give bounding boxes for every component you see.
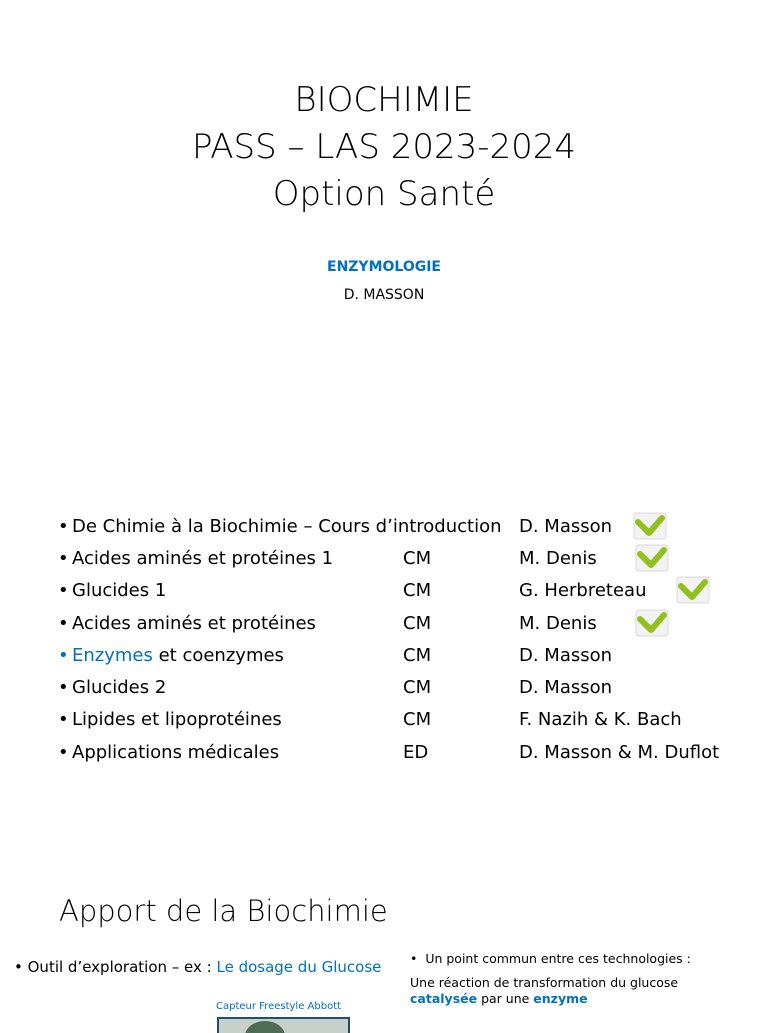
course-prof: M. Denis	[519, 613, 597, 634]
subject-label: ENZYMOLOGIE	[327, 259, 441, 275]
course-name: Lipides et lipoprotéines	[72, 709, 282, 730]
course-prof: D. Masson	[519, 645, 613, 666]
course-name: Glucides 1	[72, 580, 167, 601]
course-type: CM	[403, 677, 432, 698]
course-type: CM	[403, 548, 432, 569]
course-name: De Chimie à la Biochimie – Cours d’introduction	[72, 516, 502, 537]
bullet: •	[410, 951, 426, 966]
course-row	[58, 544, 758, 574]
enzyme-word: enzyme	[533, 991, 588, 1006]
course-row	[58, 609, 758, 639]
outil-bullet	[14, 958, 381, 976]
slide-title	[0, 77, 768, 218]
course-list-slide	[0, 470, 768, 810]
course-prof: D. Masson	[519, 516, 613, 537]
course-name	[72, 645, 284, 666]
course-type: CM	[403, 580, 432, 601]
point-text: Un point commun entre ces technologies :	[425, 951, 691, 966]
course-name-rest: et coenzymes	[152, 645, 284, 666]
course-row	[58, 512, 758, 542]
bullet: •	[58, 709, 69, 730]
course-name-highlight: Enzymes	[72, 645, 153, 666]
course-type: ED	[403, 742, 429, 763]
course-prof: D. Masson & M. Duflot	[519, 742, 720, 763]
course-prof: D. Masson	[519, 677, 613, 698]
course-name: Glucides 2	[72, 677, 167, 698]
course-type: CM	[403, 613, 432, 634]
title-slide	[0, 0, 768, 470]
reaction-line-1: Une réaction de transformation du glucose	[410, 975, 679, 990]
par-une: par une	[477, 991, 534, 1006]
bullet: •	[58, 516, 69, 537]
capteur-caption: Capteur Freestyle Abbott	[216, 1001, 342, 1012]
course-row	[58, 705, 758, 735]
author-label: D. MASSON	[343, 287, 425, 303]
course-row	[58, 673, 758, 703]
course-prof: M. Denis	[519, 548, 597, 569]
glucose-sensor-image	[217, 1017, 350, 1033]
course-row	[58, 641, 758, 671]
course-name: Acides aminés et protéines 1	[72, 548, 334, 569]
green-checkmark-icon	[635, 609, 669, 637]
course-prof: G. Herbreteau	[519, 580, 647, 601]
title-line-3: Option Santé	[272, 174, 496, 214]
course-row	[58, 576, 758, 606]
course-row	[58, 738, 758, 768]
bullet: •	[58, 613, 69, 634]
course-type: CM	[403, 709, 432, 730]
bullet: •	[58, 742, 69, 763]
title-line-2: PASS – LAS 2023-2024	[191, 127, 577, 167]
slide-heading: Apport de la Biochimie	[59, 894, 388, 928]
bullet: •	[58, 548, 69, 569]
course-name: Acides aminés et protéines	[72, 613, 316, 634]
green-checkmark-icon	[633, 512, 667, 540]
bullet: •	[58, 580, 69, 601]
course-type: CM	[403, 645, 432, 666]
title-line-1: BIOCHIMIE	[294, 80, 474, 120]
green-checkmark-icon	[676, 576, 710, 604]
bullet: •	[58, 677, 69, 698]
course-name: Applications médicales	[72, 742, 280, 763]
outil-prefix: Outil d’exploration – ex :	[27, 958, 217, 976]
bullet: •	[14, 958, 28, 976]
catalysee-word: catalysée	[410, 991, 478, 1006]
apport-slide	[0, 810, 768, 1024]
bullet: •	[58, 645, 69, 666]
point-commun	[410, 951, 691, 966]
reaction-line-2	[410, 991, 588, 1006]
green-checkmark-icon	[635, 544, 669, 572]
glucose-link[interactable]: Le dosage du Glucose	[216, 958, 382, 976]
course-prof: F. Nazih & K. Bach	[519, 709, 682, 730]
sensor-dome	[245, 1021, 285, 1033]
